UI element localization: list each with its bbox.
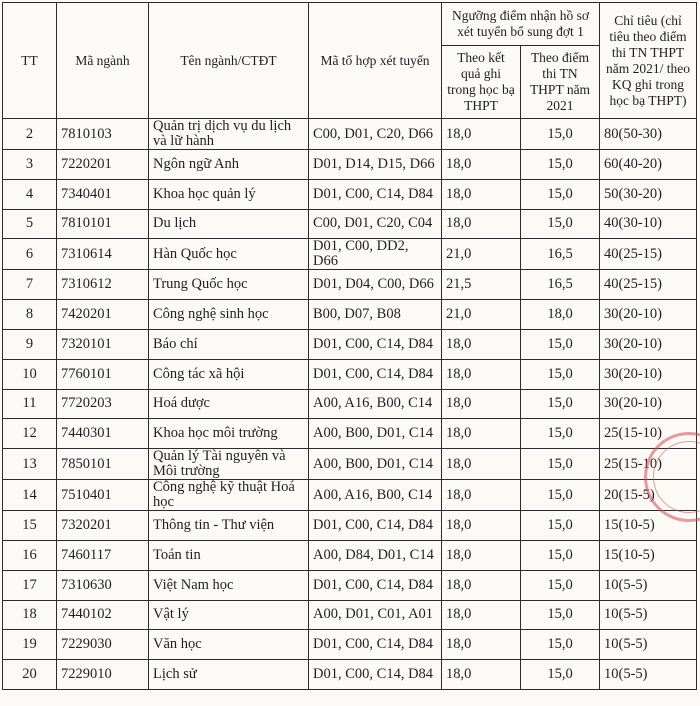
row-combo-cell: D01, C00, C14, D84: [309, 630, 442, 660]
row-threshold-exam-cell: 15,0: [521, 660, 600, 690]
table-row: [3, 480, 697, 511]
row-combo-cell: D01, C00, DD2, D66: [309, 239, 442, 270]
row-threshold-transcript-cell: 18,0: [442, 480, 521, 511]
row-tt-cell: 14: [3, 480, 57, 511]
table-row: [3, 600, 697, 630]
row-tt-cell: 9: [3, 329, 57, 359]
header-combo: Mã tổ hợp xét tuyển: [309, 3, 442, 119]
header-code: Mã ngành: [57, 3, 149, 119]
row-threshold-exam-cell: 15,0: [521, 389, 600, 419]
row-threshold-exam-cell: 15,0: [521, 630, 600, 660]
row-tt-cell: 12: [3, 419, 57, 449]
table-row: [3, 270, 697, 300]
table-row: [3, 239, 697, 270]
row-name-cell: Ngôn ngữ Anh: [149, 150, 309, 180]
row-threshold-transcript-cell: 18,0: [442, 540, 521, 570]
table-row: [3, 449, 697, 480]
row-threshold-exam-cell: 15,0: [521, 150, 600, 180]
row-name-cell: Quản lý Tài nguyên và Môi trường: [149, 449, 309, 480]
row-name-cell: Trung Quốc học: [149, 270, 309, 300]
table-row: [3, 540, 697, 570]
table-body: [3, 119, 697, 690]
row-combo-cell: B00, D07, B08: [309, 300, 442, 330]
table-row: [3, 179, 697, 209]
row-quota-cell: 15(10-5): [600, 540, 697, 570]
row-name-cell: Hoá dược: [149, 389, 309, 419]
row-code-cell: 7440301: [57, 419, 149, 449]
row-code-cell: 7220201: [57, 150, 149, 180]
row-quota-cell: 40(25-15): [600, 239, 697, 270]
table-row: [3, 300, 697, 330]
row-code-cell: 7310614: [57, 239, 149, 270]
row-combo-cell: A00, B00, D01, C14: [309, 449, 442, 480]
row-name-cell: Khoa học quản lý: [149, 179, 309, 209]
row-combo-cell: A00, A16, B00, C14: [309, 389, 442, 419]
row-code-cell: 7320201: [57, 511, 149, 541]
row-tt-cell: 7: [3, 270, 57, 300]
row-name-cell: Báo chí: [149, 329, 309, 359]
row-threshold-transcript-cell: 21,5: [442, 270, 521, 300]
table-header: [3, 3, 697, 119]
row-threshold-exam-cell: 15,0: [521, 511, 600, 541]
row-threshold-transcript-cell: 18,0: [442, 359, 521, 389]
row-threshold-exam-cell: 15,0: [521, 419, 600, 449]
row-threshold-exam-cell: 15,0: [521, 570, 600, 600]
row-threshold-transcript-cell: 18,0: [442, 419, 521, 449]
table-row: [3, 329, 697, 359]
header-threshold-transcript: Theo kết quả ghi trong học bạ THPT: [442, 46, 521, 119]
row-combo-cell: D01, D04, C00, D66: [309, 270, 442, 300]
row-threshold-exam-cell: 15,0: [521, 600, 600, 630]
row-name-cell: Du lịch: [149, 209, 309, 239]
row-quota-cell: 30(20-10): [600, 389, 697, 419]
row-tt-cell: 6: [3, 239, 57, 270]
row-quota-cell: 60(40-20): [600, 150, 697, 180]
row-code-cell: 7340401: [57, 179, 149, 209]
row-threshold-exam-cell: 15,0: [521, 480, 600, 511]
row-threshold-exam-cell: 15,0: [521, 179, 600, 209]
table-row: [3, 630, 697, 660]
row-code-cell: 7810103: [57, 119, 149, 150]
row-quota-cell: 25(15-10): [600, 449, 697, 480]
row-quota-cell: 10(5-5): [600, 570, 697, 600]
row-tt-cell: 5: [3, 209, 57, 239]
row-quota-cell: 15(10-5): [600, 511, 697, 541]
row-combo-cell: D01, C00, C14, D84: [309, 179, 442, 209]
row-code-cell: 7720203: [57, 389, 149, 419]
row-code-cell: 7760101: [57, 359, 149, 389]
table-row: [3, 119, 697, 150]
row-tt-cell: 18: [3, 600, 57, 630]
row-quota-cell: 30(20-10): [600, 359, 697, 389]
table-row: [3, 389, 697, 419]
row-name-cell: Công nghệ kỹ thuật Hoá học: [149, 480, 309, 511]
row-quota-cell: 30(20-10): [600, 329, 697, 359]
row-threshold-transcript-cell: 18,0: [442, 329, 521, 359]
row-threshold-transcript-cell: 18,0: [442, 389, 521, 419]
row-threshold-transcript-cell: 18,0: [442, 150, 521, 180]
row-combo-cell: C00, D01, C20, D66: [309, 119, 442, 150]
row-threshold-transcript-cell: 18,0: [442, 570, 521, 600]
row-name-cell: Lịch sử: [149, 660, 309, 690]
row-threshold-exam-cell: 15,0: [521, 209, 600, 239]
row-tt-cell: 10: [3, 359, 57, 389]
row-quota-cell: 40(30-10): [600, 209, 697, 239]
row-threshold-transcript-cell: 18,0: [442, 600, 521, 630]
row-threshold-exam-cell: 16,5: [521, 270, 600, 300]
row-name-cell: Hàn Quốc học: [149, 239, 309, 270]
row-quota-cell: 30(20-10): [600, 300, 697, 330]
row-threshold-transcript-cell: 18,0: [442, 449, 521, 480]
row-code-cell: 7810101: [57, 209, 149, 239]
row-tt-cell: 2: [3, 119, 57, 150]
row-code-cell: 7310612: [57, 270, 149, 300]
row-threshold-transcript-cell: 18,0: [442, 511, 521, 541]
row-code-cell: 7440102: [57, 600, 149, 630]
row-combo-cell: D01, C00, C14, D84: [309, 511, 442, 541]
row-combo-cell: C00, D01, C20, C04: [309, 209, 442, 239]
row-quota-cell: 10(5-5): [600, 600, 697, 630]
row-combo-cell: A00, D01, C01, A01: [309, 600, 442, 630]
table-row: [3, 419, 697, 449]
header-name: Tên ngành/CTĐT: [149, 3, 309, 119]
row-name-cell: Việt Nam học: [149, 570, 309, 600]
row-name-cell: Toán tin: [149, 540, 309, 570]
row-name-cell: Khoa học môi trường: [149, 419, 309, 449]
row-threshold-exam-cell: 15,0: [521, 119, 600, 150]
row-combo-cell: D01, C00, C14, D84: [309, 660, 442, 690]
row-name-cell: Công tác xã hội: [149, 359, 309, 389]
row-name-cell: Công nghệ sinh học: [149, 300, 309, 330]
row-code-cell: 7850101: [57, 449, 149, 480]
row-tt-cell: 4: [3, 179, 57, 209]
row-tt-cell: 11: [3, 389, 57, 419]
row-threshold-transcript-cell: 18,0: [442, 209, 521, 239]
row-code-cell: 7229010: [57, 660, 149, 690]
row-tt-cell: 3: [3, 150, 57, 180]
row-threshold-exam-cell: 15,0: [521, 329, 600, 359]
row-tt-cell: 17: [3, 570, 57, 600]
row-threshold-exam-cell: 15,0: [521, 540, 600, 570]
row-combo-cell: D01, C00, C14, D84: [309, 359, 442, 389]
row-tt-cell: 19: [3, 630, 57, 660]
row-tt-cell: 13: [3, 449, 57, 480]
row-combo-cell: A00, A16, B00, C14: [309, 480, 442, 511]
header-threshold-group: Ngưỡng điểm nhận hồ sơ xét tuyển bổ sung đợt 1: [442, 3, 600, 46]
row-tt-cell: 20: [3, 660, 57, 690]
table-row: [3, 570, 697, 600]
row-name-cell: Vật lý: [149, 600, 309, 630]
table-row: [3, 511, 697, 541]
table-row: [3, 150, 697, 180]
row-name-cell: Thông tin - Thư viện: [149, 511, 309, 541]
row-threshold-transcript-cell: 21,0: [442, 239, 521, 270]
row-code-cell: 7460117: [57, 540, 149, 570]
row-threshold-exam-cell: 15,0: [521, 359, 600, 389]
admission-table: [2, 2, 697, 690]
row-code-cell: 7420201: [57, 300, 149, 330]
header-quota: Chỉ tiêu (chỉ tiêu theo điểm thi TN THPT năm 2021/ theo KQ ghi trong học bạ THPT): [600, 3, 697, 119]
row-combo-cell: A00, D84, D01, C14: [309, 540, 442, 570]
row-threshold-exam-cell: 16,5: [521, 239, 600, 270]
row-quota-cell: 80(50-30): [600, 119, 697, 150]
row-threshold-transcript-cell: 18,0: [442, 119, 521, 150]
table-row: [3, 660, 697, 690]
row-threshold-exam-cell: 15,0: [521, 449, 600, 480]
row-quota-cell: 10(5-5): [600, 660, 697, 690]
row-quota-cell: 40(25-15): [600, 270, 697, 300]
row-threshold-exam-cell: 18,0: [521, 300, 600, 330]
row-code-cell: 7310630: [57, 570, 149, 600]
header-tt: TT: [3, 3, 57, 119]
row-tt-cell: 15: [3, 511, 57, 541]
row-code-cell: 7229030: [57, 630, 149, 660]
row-threshold-transcript-cell: 18,0: [442, 630, 521, 660]
row-code-cell: 7510401: [57, 480, 149, 511]
row-tt-cell: 8: [3, 300, 57, 330]
table-row: [3, 359, 697, 389]
row-code-cell: 7320101: [57, 329, 149, 359]
row-quota-cell: 25(15-10): [600, 419, 697, 449]
row-name-cell: Quản trị dịch vụ du lịch và lữ hành: [149, 119, 309, 150]
row-threshold-transcript-cell: 18,0: [442, 660, 521, 690]
row-quota-cell: 10(5-5): [600, 630, 697, 660]
row-threshold-transcript-cell: 18,0: [442, 179, 521, 209]
row-quota-cell: 20(15-5): [600, 480, 697, 511]
row-tt-cell: 16: [3, 540, 57, 570]
row-combo-cell: D01, C00, C14, D84: [309, 570, 442, 600]
row-quota-cell: 50(30-20): [600, 179, 697, 209]
row-combo-cell: D01, C00, C14, D84: [309, 329, 442, 359]
header-threshold-exam: Theo điểm thi TN THPT năm 2021: [521, 46, 600, 119]
row-name-cell: Văn học: [149, 630, 309, 660]
table-row: [3, 209, 697, 239]
row-threshold-transcript-cell: 21,0: [442, 300, 521, 330]
row-combo-cell: A00, B00, D01, C14: [309, 419, 442, 449]
row-combo-cell: D01, D14, D15, D66: [309, 150, 442, 180]
